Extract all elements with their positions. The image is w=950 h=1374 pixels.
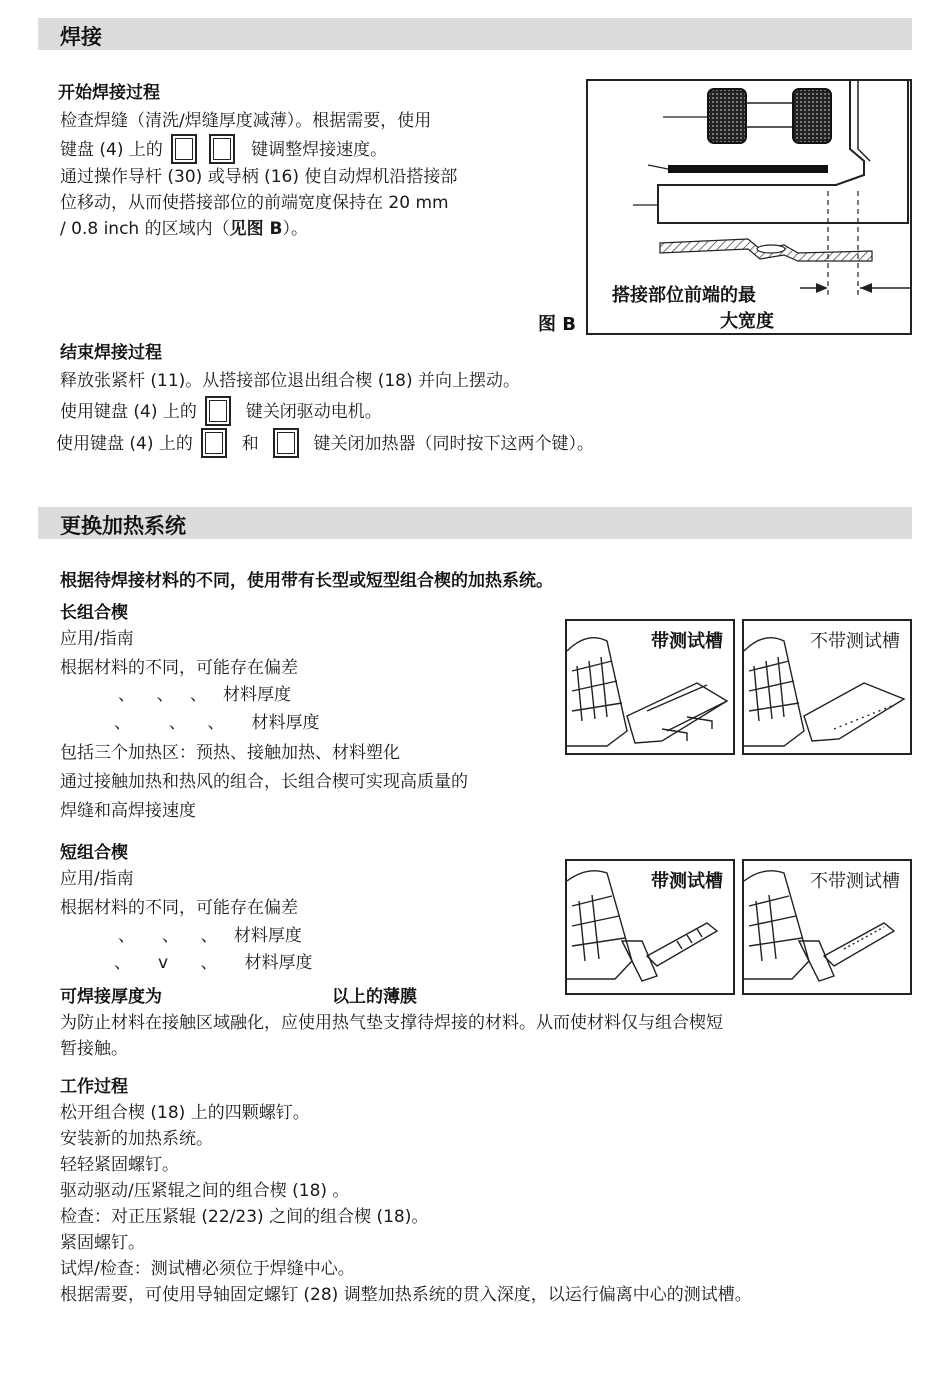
long-wedge-with-groove-image bbox=[565, 619, 735, 755]
thin-film-label: 可焊接厚度为 bbox=[60, 987, 162, 1007]
work-step: 根据需要，可使用导轴固定螺钉 (28) 调整加热系统的贯入深度，以运行偏离中心的测试槽。 bbox=[60, 1285, 752, 1305]
work-step: 轻轻紧固螺钉。 bbox=[60, 1155, 179, 1175]
paragraph-line: 使用键盘 (4) 上的 键关闭驱动电机。 bbox=[60, 396, 382, 426]
text-line: 根据材料的不同，可能存在偏差 bbox=[60, 898, 298, 918]
text-line: 应用/指南 bbox=[60, 629, 134, 649]
text-line: 为防止材料在接触区域融化，应使用热气垫支撑待焊接的材料。从而使材料仅与组合楔短 bbox=[60, 1013, 723, 1033]
section-title: 焊接 bbox=[60, 25, 102, 49]
thickness-line: 、 、 、 材料厚度 bbox=[114, 713, 320, 733]
figure-caption: 大宽度 bbox=[720, 311, 774, 332]
text-line: 应用/指南 bbox=[60, 869, 134, 889]
short-wedge-without-groove-image bbox=[742, 859, 912, 995]
text-line: 根据材料的不同，可能存在偏差 bbox=[60, 658, 298, 678]
intro-text: 根据待焊接材料的不同，使用带有长型或短型组合楔的加热系统。 bbox=[60, 571, 553, 591]
short-wedge-with-groove-image bbox=[565, 859, 735, 995]
work-step: 松开组合楔 (18) 上的四颗螺钉。 bbox=[60, 1103, 310, 1123]
short-wedge-heading: 短组合楔 bbox=[60, 843, 128, 863]
paragraph-line: 检查焊缝（清洗/焊缝厚度减薄）。根据需要，使用 bbox=[60, 111, 432, 131]
start-welding-heading: 开始焊接过程 bbox=[58, 83, 160, 103]
thickness-line: 、 、 、 材料厚度 bbox=[118, 926, 302, 946]
section-title: 更换加热系统 bbox=[60, 514, 186, 538]
figure-b bbox=[586, 79, 912, 335]
heater-key-icon bbox=[201, 428, 227, 458]
work-process-heading: 工作过程 bbox=[60, 1077, 128, 1097]
paragraph-line: 通过操作导杆 (30) 或导柄 (16) 使自动焊机沿搭接部 bbox=[60, 167, 458, 187]
long-wedge-without-groove-image bbox=[742, 619, 912, 755]
long-wedge-heading: 长组合楔 bbox=[60, 603, 128, 623]
text-line: 通过接触加热和热风的组合，长组合楔可实现高质量的 bbox=[60, 772, 468, 792]
heater-key-icon bbox=[273, 428, 299, 458]
paragraph-line: 键盘 (4) 上的 键调整焊接速度。 bbox=[60, 134, 387, 164]
text-line: 焊缝和高焊接速度 bbox=[60, 801, 196, 821]
without-groove-label: 不带测试槽 bbox=[810, 871, 900, 892]
motor-off-key-icon bbox=[205, 396, 231, 426]
section-header-welding bbox=[38, 18, 912, 50]
thickness-line: 、 v 、 材料厚度 bbox=[114, 953, 313, 973]
speed-up-key-icon bbox=[171, 134, 197, 164]
thin-film-label: 以上的薄膜 bbox=[332, 987, 417, 1007]
text-line: 暂接触。 bbox=[60, 1039, 128, 1059]
text-line: 包括三个加热区：预热、接触加热、材料塑化 bbox=[60, 743, 400, 763]
speed-down-key-icon bbox=[209, 134, 235, 164]
with-groove-label: 带测试槽 bbox=[651, 631, 723, 652]
figure-label: 图 B bbox=[538, 314, 576, 335]
work-step: 紧固螺钉。 bbox=[60, 1233, 145, 1253]
section-header-heating-system bbox=[38, 507, 912, 539]
with-groove-label: 带测试槽 bbox=[651, 871, 723, 892]
without-groove-label: 不带测试槽 bbox=[810, 631, 900, 652]
work-step: 检查：对正压紧辊 (22/23) 之间的组合楔 (18)。 bbox=[60, 1207, 429, 1227]
paragraph-line: 位移动，从而使搭接部位的前端宽度保持在 20 mm bbox=[60, 193, 449, 213]
figure-caption: 搭接部位前端的最 bbox=[612, 285, 756, 306]
work-step: 试焊/检查：测试槽必须位于焊缝中心。 bbox=[60, 1259, 355, 1279]
work-step: 驱动驱动/压紧辊之间的组合楔 (18) 。 bbox=[60, 1181, 350, 1201]
paragraph-line: 释放张紧杆 (11)。从搭接部位退出组合楔 (18) 并向上摆动。 bbox=[60, 371, 521, 391]
paragraph-line: / 0.8 inch 的区域内（见图 B）。 bbox=[60, 219, 308, 239]
thickness-line: 、 、 、 材料厚度 bbox=[118, 685, 292, 705]
paragraph-line: 使用键盘 (4) 上的 和 键关闭加热器（同时按下这两个键）。 bbox=[56, 428, 594, 458]
end-welding-heading: 结束焊接过程 bbox=[60, 343, 162, 363]
work-step: 安装新的加热系统。 bbox=[60, 1129, 213, 1149]
